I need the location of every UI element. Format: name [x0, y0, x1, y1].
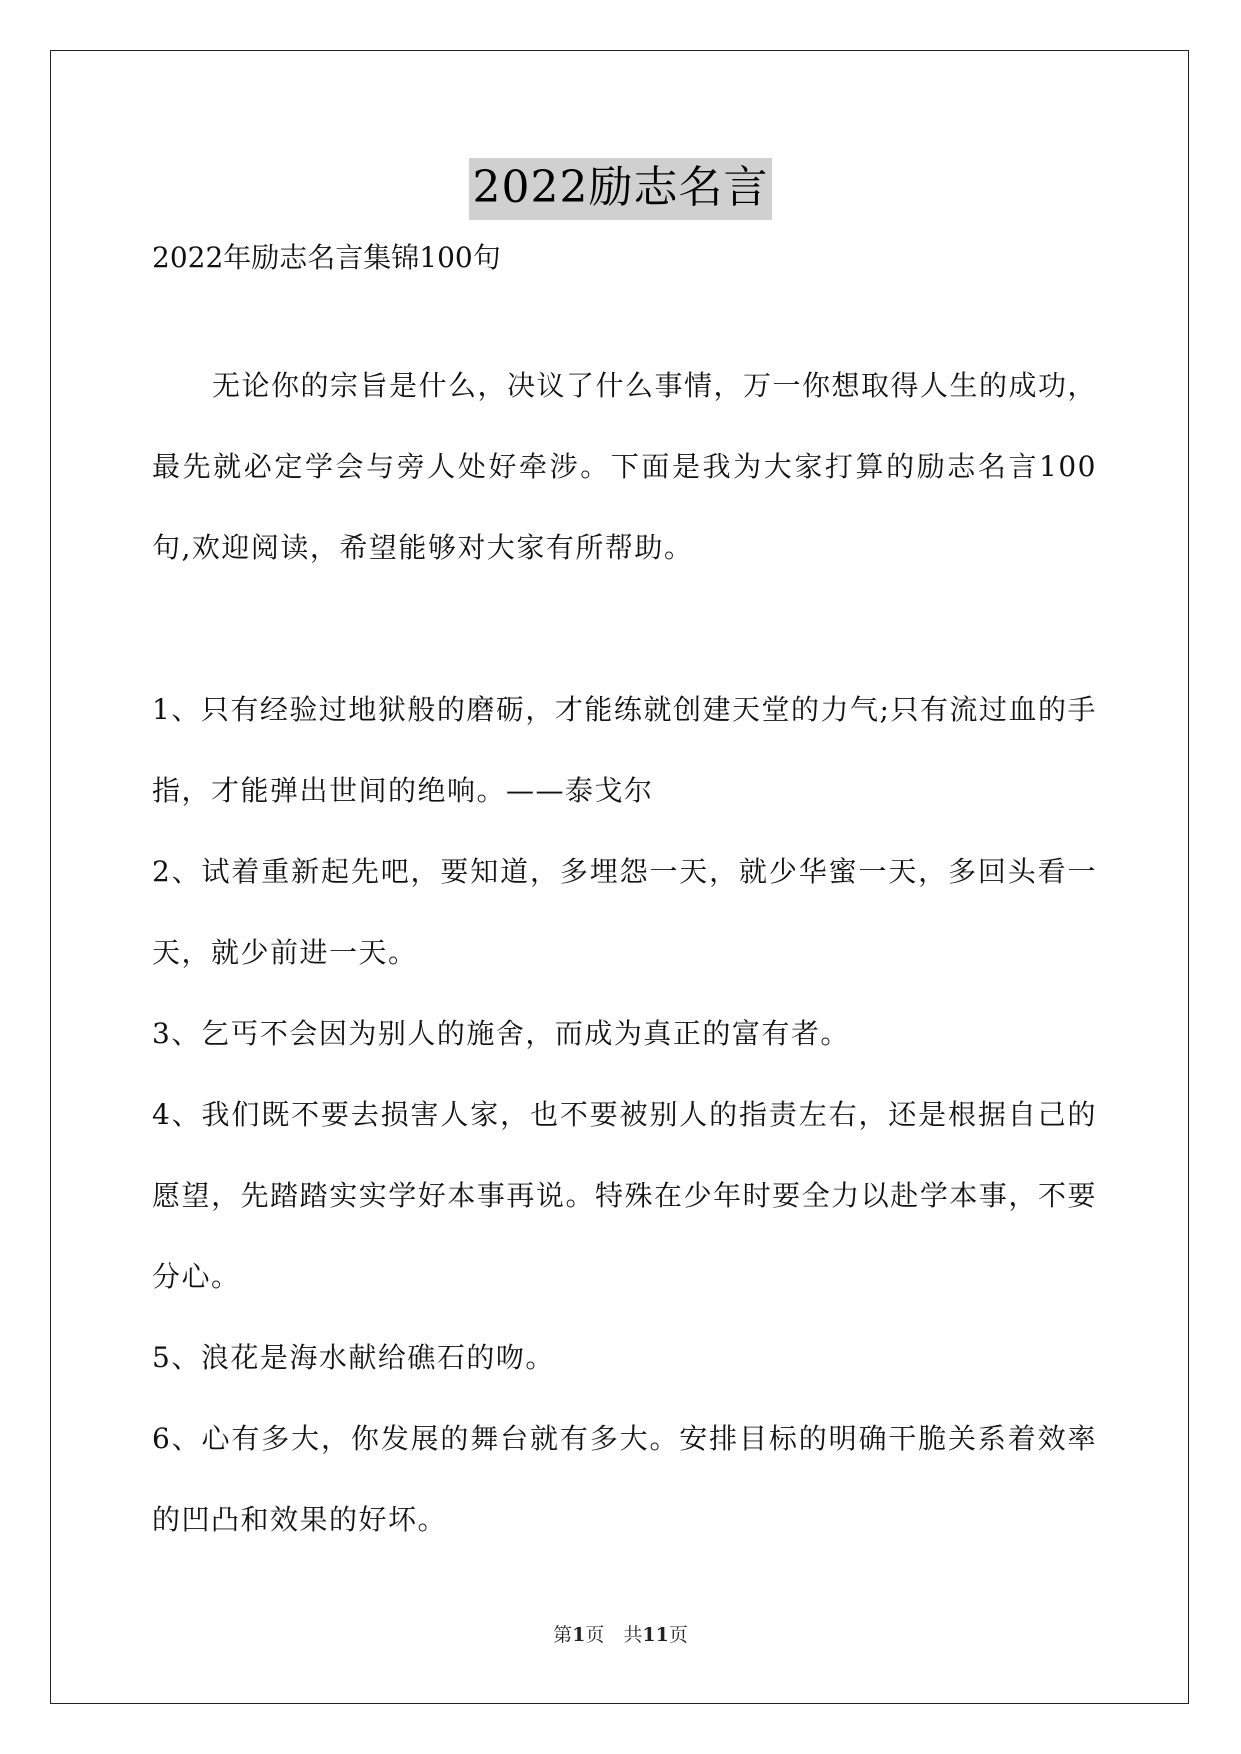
- document-subtitle: 2022年励志名言集锦100句: [152, 241, 501, 274]
- quote-item: 1、只有经验过地狱般的磨砺，才能练就创建天堂的力气;只有流过血的手指，才能弹出世间的绝响。——泰戈尔: [152, 693, 1097, 807]
- quote-item: 2、试着重新起先吧，要知道，多埋怨一天，就少华蜜一天，多回头看一天，就少前进一天。: [152, 855, 1097, 969]
- quote-item: 3、乞丐不会因为别人的施舍，而成为真正的富有者。: [152, 1017, 850, 1050]
- intro-paragraph: 无论你的宗旨是什么，决议了什么事情，万一你想取得人生的成功，最先就必定学会与旁人处好牵涉。下面是我为大家打算的励志名言100句,欢迎阅读，希望能够对大家有所帮助。: [152, 369, 1098, 564]
- paragraph-spacer: [152, 588, 1097, 669]
- quote-item: 4、我们既不要去损害人家，也不要被别人的指责左右，还是根据自己的愿望，先踏踏实实学好本事再说。特殊在少年时要全力以赴学本事，不要分心。: [152, 1098, 1097, 1293]
- page-footer: [0, 1623, 1241, 1647]
- footer-suffix: 页: [668, 1624, 688, 1646]
- quote-item: 6、心有多大，你发展的舞台就有多大。安排目标的明确干脆关系着效率的凹凸和效果的好坏。: [152, 1422, 1097, 1536]
- document-body: [152, 345, 1097, 1560]
- quote-item: 5、浪花是海水献给礁石的吻。: [152, 1341, 555, 1374]
- document-title: [0, 158, 1241, 220]
- footer-prefix: 第: [553, 1624, 573, 1646]
- footer-mid: 页 共: [585, 1624, 643, 1646]
- document-title-text: 2022励志名言: [469, 158, 773, 220]
- footer-page-number: 1: [572, 1624, 586, 1646]
- footer-total-pages: 11: [642, 1624, 669, 1646]
